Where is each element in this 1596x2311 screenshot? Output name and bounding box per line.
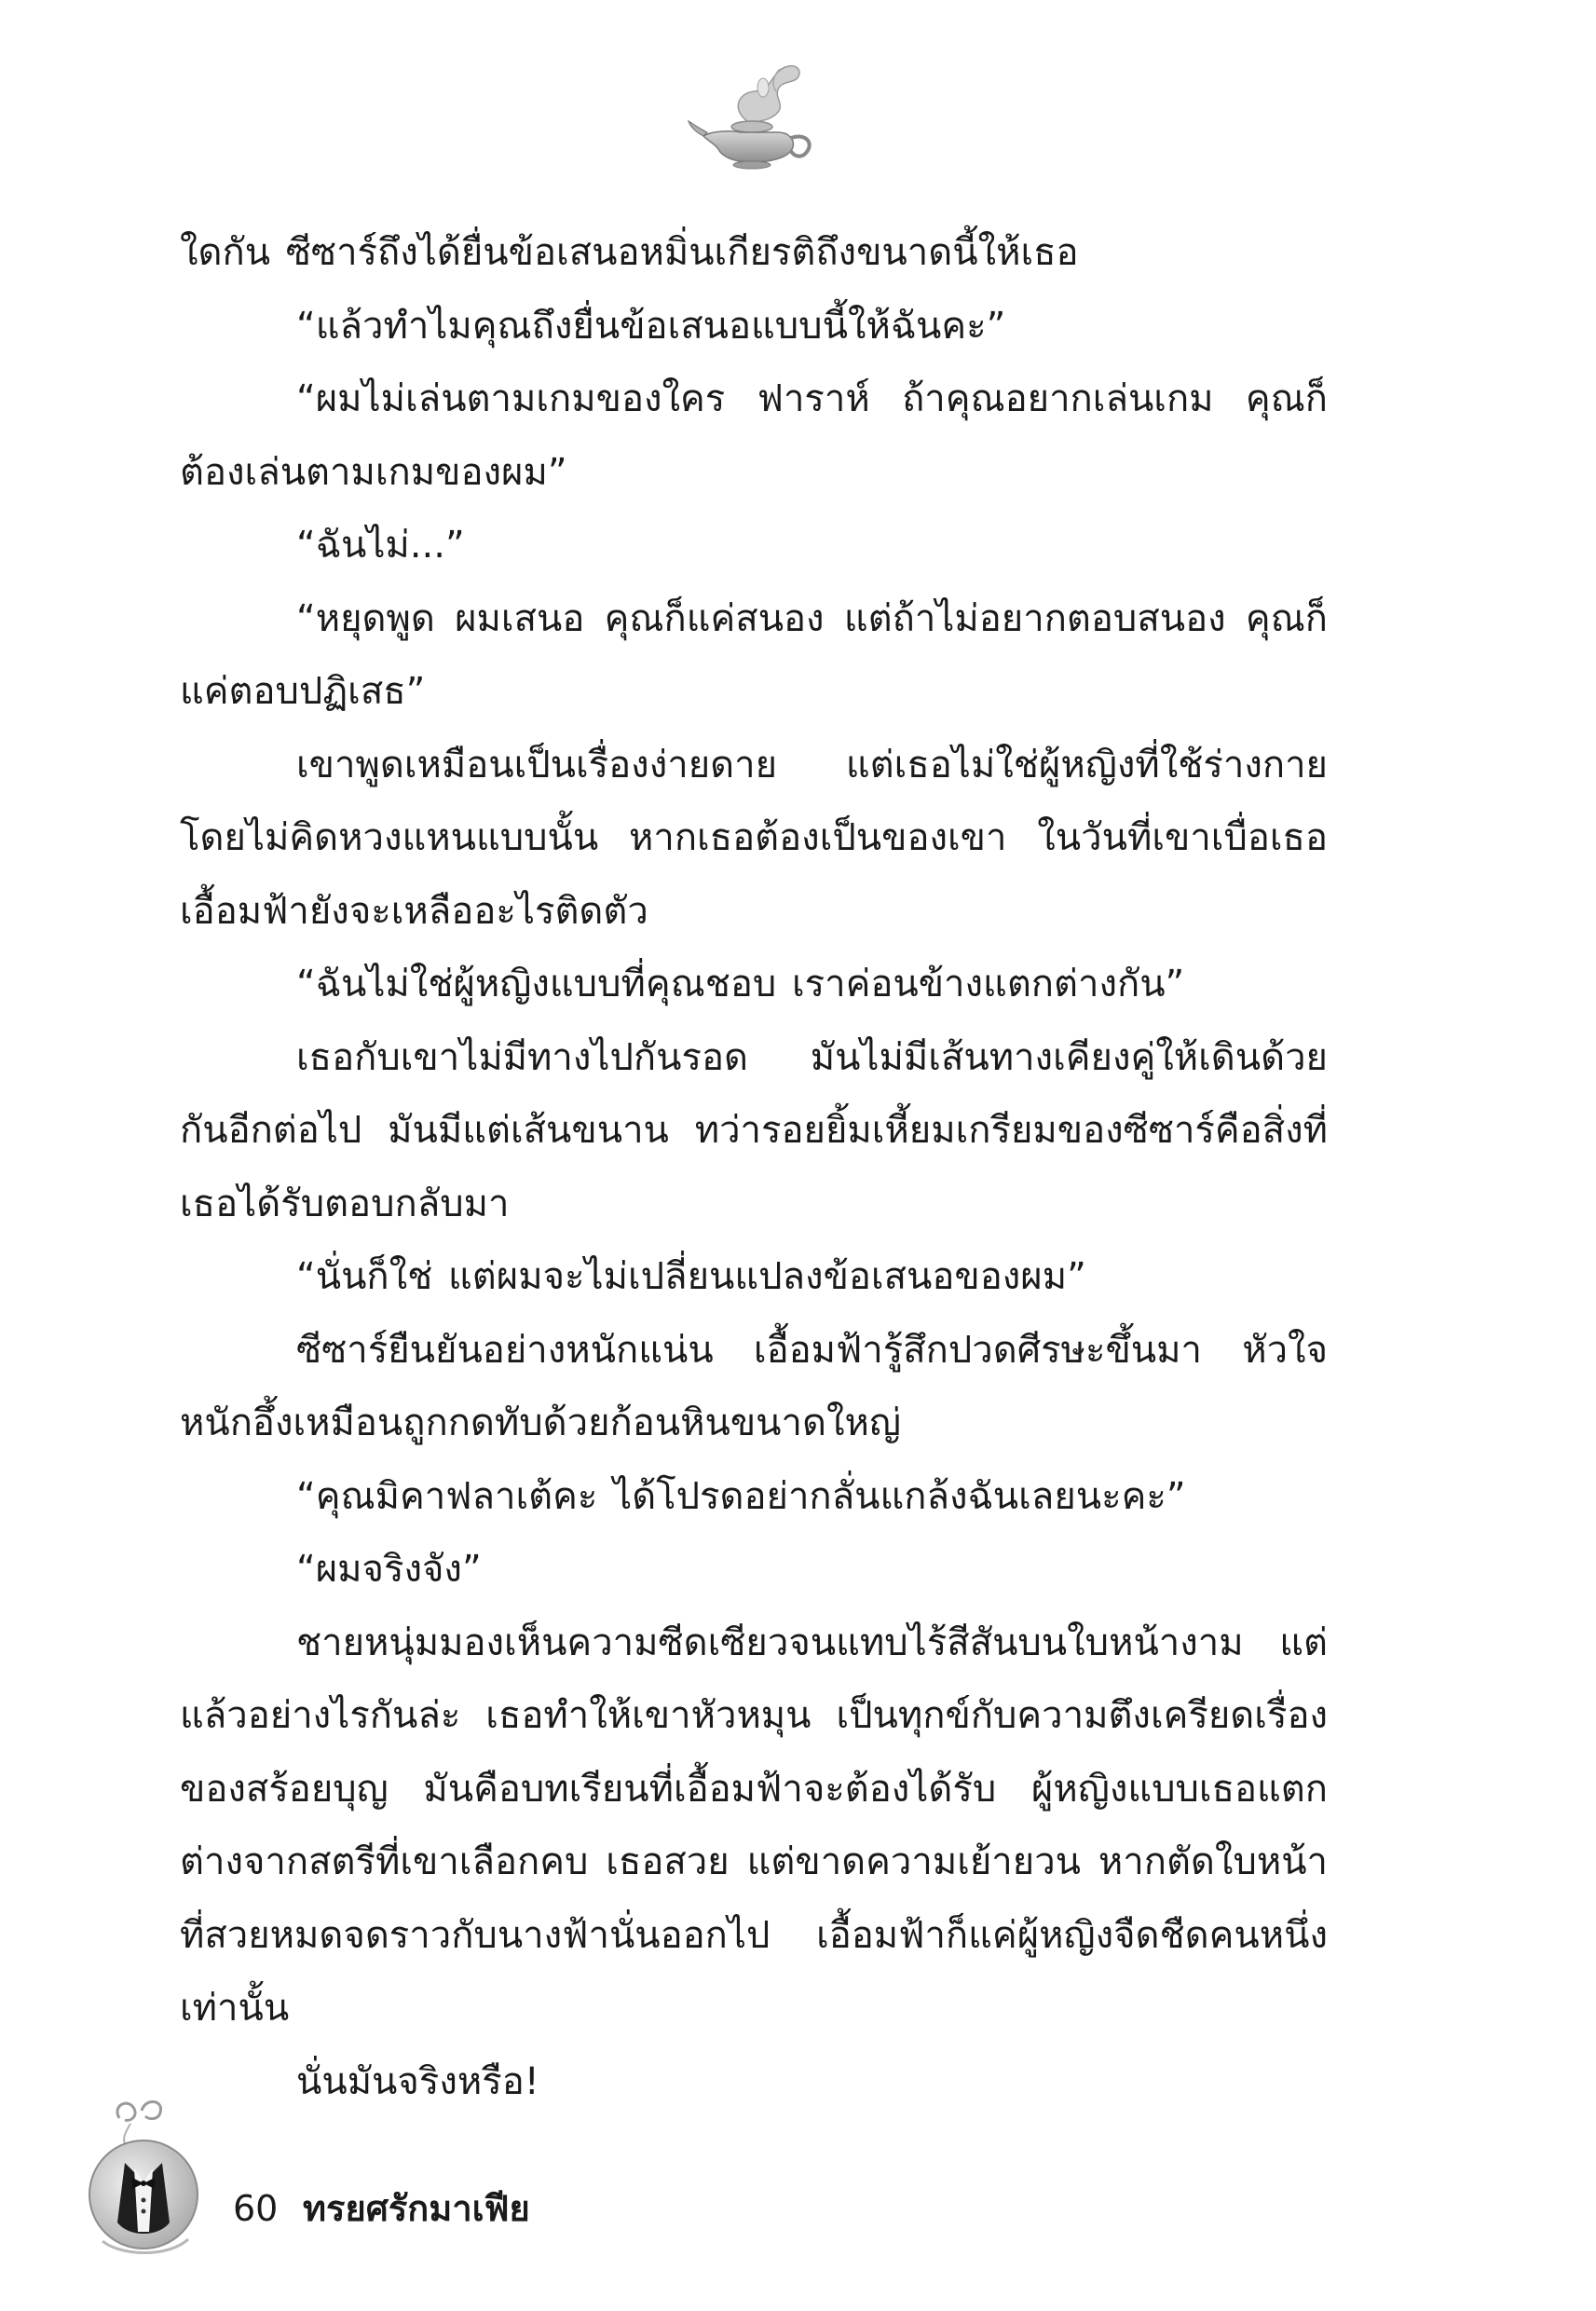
paragraph-11: “คุณมิคาฟลาเต้คะ ได้โปรดอย่ากลั่นแกล้งฉันเลยนะคะ”: [296, 1474, 1186, 1518]
page-number: 60: [233, 2188, 279, 2229]
paragraph-10: ซีซาร์ยืนยันอย่างหนักแน่น เอื้อมฟ้ารู้สึกปวดศีรษะขึ้นมา หัวใจหนักอึ้งเหมือนถูกกดทับด้วยก้อนหินขนาดใหญ่: [180, 1328, 1328, 1444]
body-text: [180, 216, 1328, 2118]
paragraph-13: ชายหนุ่มมองเห็นความซีดเซียวจนแทบไร้สีสันบนใบหน้างาม แต่แล้วอย่างไรกันล่ะ เธอทำให้เขาหัวหมุน เป็นทุกข์กับความตึงเครียดเรื่องของสร้อยบุญ มันคือบทเรียนที่เอื้อมฟ้าจะต้องได้รับ ผู้หญิงแบบเธอแตกต่างจากสตรีที่เขาเลือกคบ เธอสวย แต่ขาดความเย้ายวน หากตัดใบหน้าที่สวยหมดจดราวกับนางฟ้านั่นออกไป เอื้อมฟ้าก็แค่ผู้หญิงจืดชืดคนหนึ่งเท่านั้น: [180, 1620, 1328, 2030]
page-footer: [84, 2092, 736, 2269]
paragraph-8: เธอกับเขาไม่มีทางไปกันรอด มันไม่มีเส้นทางเคียงคู่ให้เดินด้วยกันอีกต่อไป มันมีแต่เส้นขนาน ทว่ารอยยิ้มเหี้ยมเกรียมของซีซาร์คือสิ่งที่เธอได้รับตอบกลับมา: [180, 1035, 1328, 1225]
paragraph-12: “ผมจริงจัง”: [296, 1548, 482, 1591]
paragraph-9: “นั่นก็ใช่ แต่ผมจะไม่เปลี่ยนแปลงข้อเสนอของผม”: [296, 1255, 1086, 1298]
paragraph-4: “ฉันไม่...”: [296, 524, 465, 567]
book-title: ทรยศรักมาเฟีย: [303, 2188, 530, 2229]
paragraph-3: “ผมไม่เล่นตามเกมของใคร ฟาราห์ ถ้าคุณอยากเล่นเกม คุณก็ต้องเล่นตามเกมของผม”: [180, 377, 1328, 494]
paragraph-6: เขาพูดเหมือนเป็นเรื่องง่ายดาย แต่เธอไม่ใช่ผู้หญิงที่ใช้ร่างกายโดยไม่คิดหวงแหนแบบนั้น หากเธอต้องเป็นของเขา ในวันที่เขาเบื่อเธอ เอื้อมฟ้ายังจะเหลืออะไรติดตัว: [180, 743, 1328, 933]
genie-lamp-icon: [685, 56, 825, 172]
paragraph-5: “หยุดพูด ผมเสนอ คุณก็แค่สนอง แต่ถ้าไม่อยากตอบสนอง คุณก็แค่ตอบปฏิเสธ”: [180, 596, 1328, 713]
tuxedo-gift-icon: [84, 2092, 205, 2269]
paragraph-7: “ฉันไม่ใช่ผู้หญิงแบบที่คุณชอบ เราค่อนข้างแตกต่างกัน”: [296, 963, 1185, 1005]
paragraph-14: นั่นมันจริงหรือ!: [296, 2059, 539, 2103]
paragraph-1: ใดกัน ซีซาร์ถึงได้ยื่นข้อเสนอหมิ่นเกียรติถึงขนาดนี้ให้เธอ: [180, 231, 1079, 274]
paragraph-2: “แล้วทำไมคุณถึงยื่นข้อเสนอแบบนี้ให้ฉันคะ”: [296, 304, 1006, 348]
